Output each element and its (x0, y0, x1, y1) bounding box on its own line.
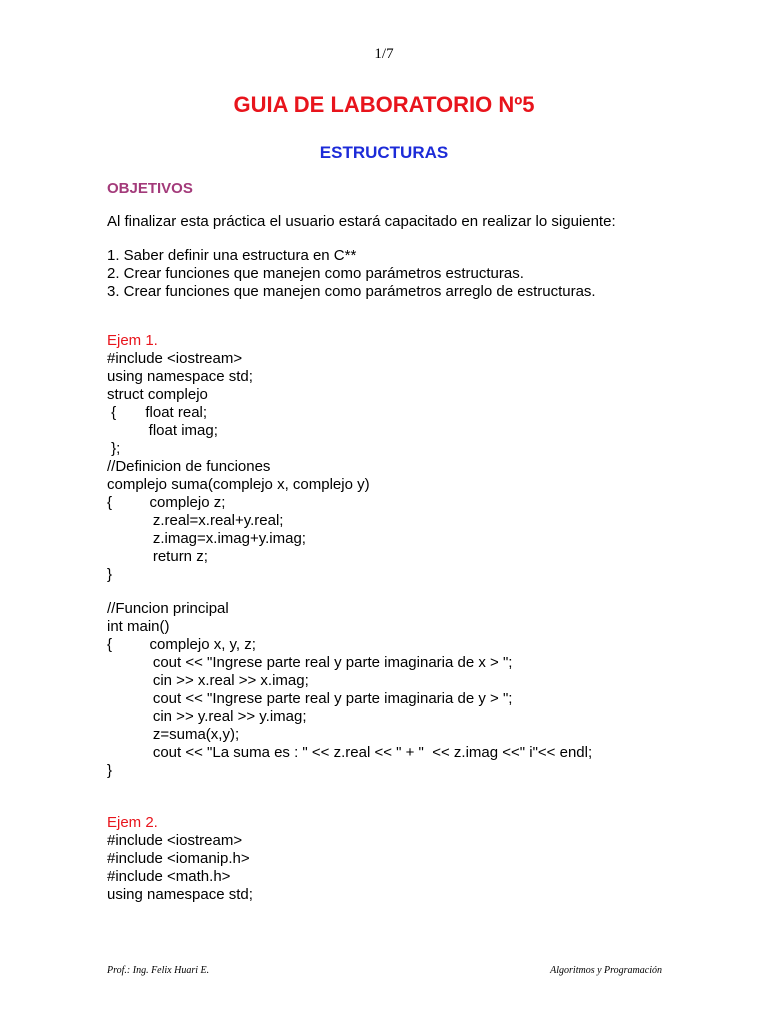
code-line: using namespace std; (107, 886, 253, 903)
code-line: cout << "La suma es : " << z.real << " + " << z.imag <<" i"<< endl; (107, 744, 593, 761)
example-1-main-block (107, 600, 592, 780)
code-line: //Definicion de funciones (107, 458, 271, 475)
objective-item: 1. Saber definir una estructura en C** (107, 247, 357, 264)
objective-item: 2. Crear funciones que manejen como parámetros estructuras. (107, 265, 524, 282)
page-number: 1/7 (374, 46, 394, 62)
code-line: }; (107, 440, 121, 457)
code-line: int main() (107, 618, 170, 635)
code-line: return z; (107, 548, 208, 565)
code-line: #include <iomanip.h> (107, 850, 250, 867)
objectives-intro: Al finalizar esta práctica el usuario estará capacitado en realizar lo siguiente: (107, 213, 616, 230)
example-1-label: Ejem 1. (107, 332, 158, 349)
objective-item: 3. Crear funciones que manejen como parámetros arreglo de estructuras. (107, 283, 596, 300)
code-line: z.imag=x.imag+y.imag; (107, 530, 306, 547)
code-line: //Funcion principal (107, 600, 229, 617)
code-line: cout << "Ingrese parte real y parte imaginaria de x > "; (107, 654, 513, 671)
objectives-list (107, 247, 596, 301)
objectives-heading: OBJETIVOS (107, 180, 193, 197)
code-line: z=suma(x,y); (107, 726, 240, 743)
footer-course: Algoritmos y Programación (550, 965, 662, 976)
code-line: complejo suma(complejo x, complejo y) (107, 476, 370, 493)
code-line: cin >> y.real >> y.imag; (107, 708, 307, 725)
footer-author: Prof.: Ing. Felix Huari E. (107, 965, 210, 976)
code-line: { complejo z; (107, 494, 226, 511)
code-line: { float real; (107, 404, 208, 421)
code-line: struct complejo (107, 386, 208, 403)
example-1-block (107, 332, 370, 584)
code-line: cout << "Ingrese parte real y parte imaginaria de y > "; (107, 690, 513, 707)
code-line: } (107, 566, 113, 583)
code-line: { complejo x, y, z; (107, 636, 256, 653)
code-line: float imag; (107, 422, 218, 439)
code-line: #include <iostream> (107, 832, 243, 849)
document-subtitle: ESTRUCTURAS (319, 143, 449, 162)
code-line: z.real=x.real+y.real; (107, 512, 284, 529)
example-2-block (107, 814, 253, 904)
code-line: #include <math.h> (107, 868, 231, 885)
code-line: using namespace std; (107, 368, 253, 385)
code-line: cin >> x.real >> x.imag; (107, 672, 309, 689)
code-line: #include <iostream> (107, 350, 243, 367)
document-title: GUIA DE LABORATORIO Nº5 (233, 92, 535, 117)
code-line: } (107, 762, 113, 779)
example-2-label: Ejem 2. (107, 814, 158, 831)
